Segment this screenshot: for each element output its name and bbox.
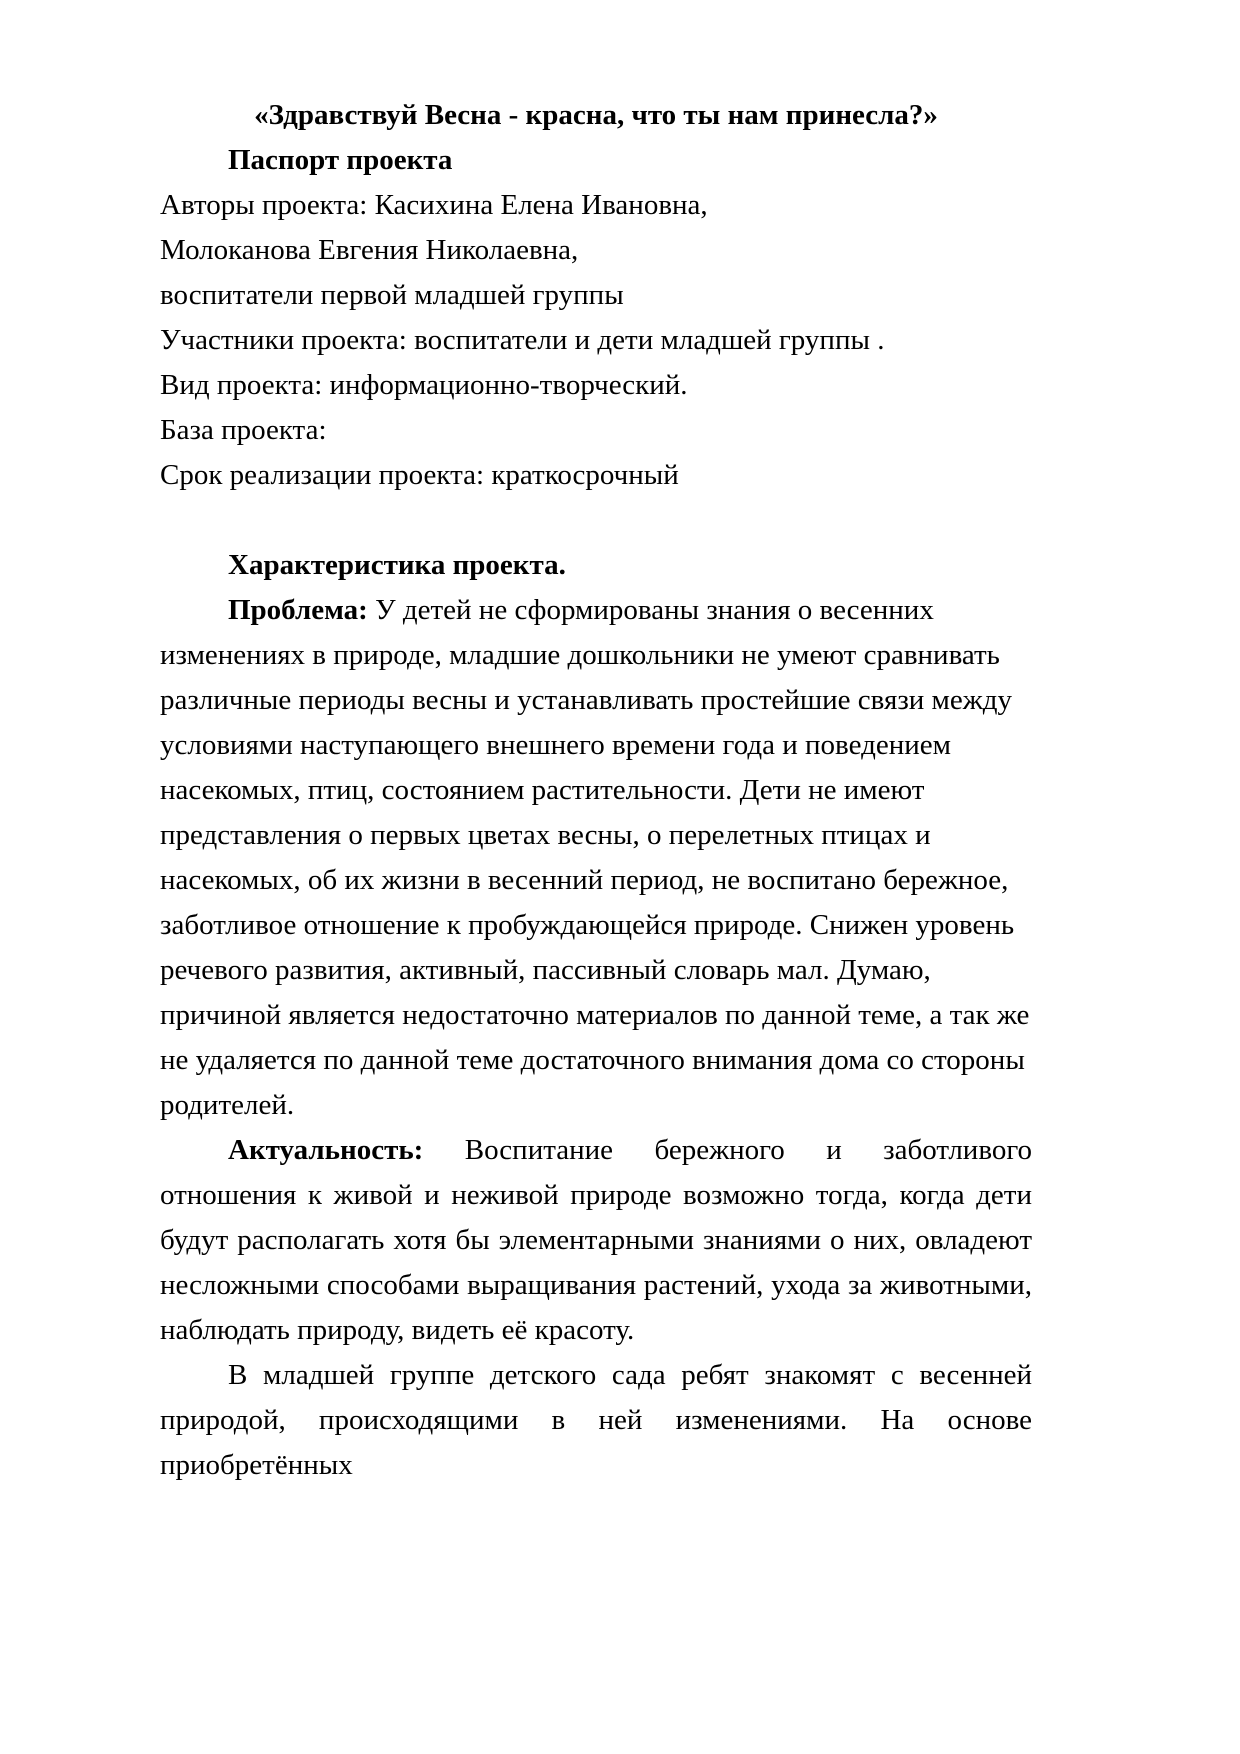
passport-line-authors: Авторы проекта: Касихина Елена Ивановна, <box>160 189 708 221</box>
document-title: «Здравствуй Весна - красна, что ты нам принесла?» <box>254 99 938 131</box>
problem-text: У детей не сформированы знания о весенних изменениях в природе, младшие дошкольники не умеют сравнивать различные периоды весны и устанавливать простейшие связи между условиями наступающего внешнего времени года и поведением насекомых, птиц, состоянием растительности. Дети не имеют представления о первых цветах весны, о перелетных птицах и насекомых, об их жизни в весенний период, не воспитано бережное, заботливое отношение к пробуждающейся природе. Снижен уровень речевого развития, активный, пассивный словарь мал. Думаю, причиной является недостаточно материалов по данной теме, а так же не удаляется по данной теме достаточного внимания дома со стороны родителей. <box>160 594 1030 1121</box>
relevance-text: Воспитание бережного и заботливого отношения к живой и неживой природе возможно тогда, когда дети будут располагать хотя бы элементарными знаниями о них, овладеют несложными способами выращивания растений, ухода за животными, наблюдать природу, видеть её красоту. <box>160 1134 1032 1346</box>
passport-line-participants: Участники проекта: воспитатели и дети младшей группы . <box>160 324 885 356</box>
relevance-label: Актуальность: <box>228 1134 424 1166</box>
relevance-paragraph <box>160 1128 1032 1353</box>
passport-line-author2: Молоканова Евгения Николаевна, <box>160 234 579 266</box>
passport-heading: Паспорт проекта <box>228 144 453 176</box>
passport-line-duration: Срок реализации проекта: краткосрочный <box>160 459 679 491</box>
passport-line-type: Вид проекта: информационно-творческий. <box>160 369 688 401</box>
section-spacer <box>160 498 1032 543</box>
problem-paragraph <box>160 588 1032 1128</box>
characteristics-heading: Характеристика проекта. <box>228 549 566 581</box>
problem-label: Проблема: <box>228 594 368 626</box>
closing-paragraph: В младшей группе детского сада ребят знакомят с весенней природой, происходящими в ней изменениями. На основе приобретённых <box>160 1359 1032 1481</box>
passport-line-role: воспитатели первой младшей группы <box>160 279 624 311</box>
passport-line-base: База проекта: <box>160 414 327 446</box>
